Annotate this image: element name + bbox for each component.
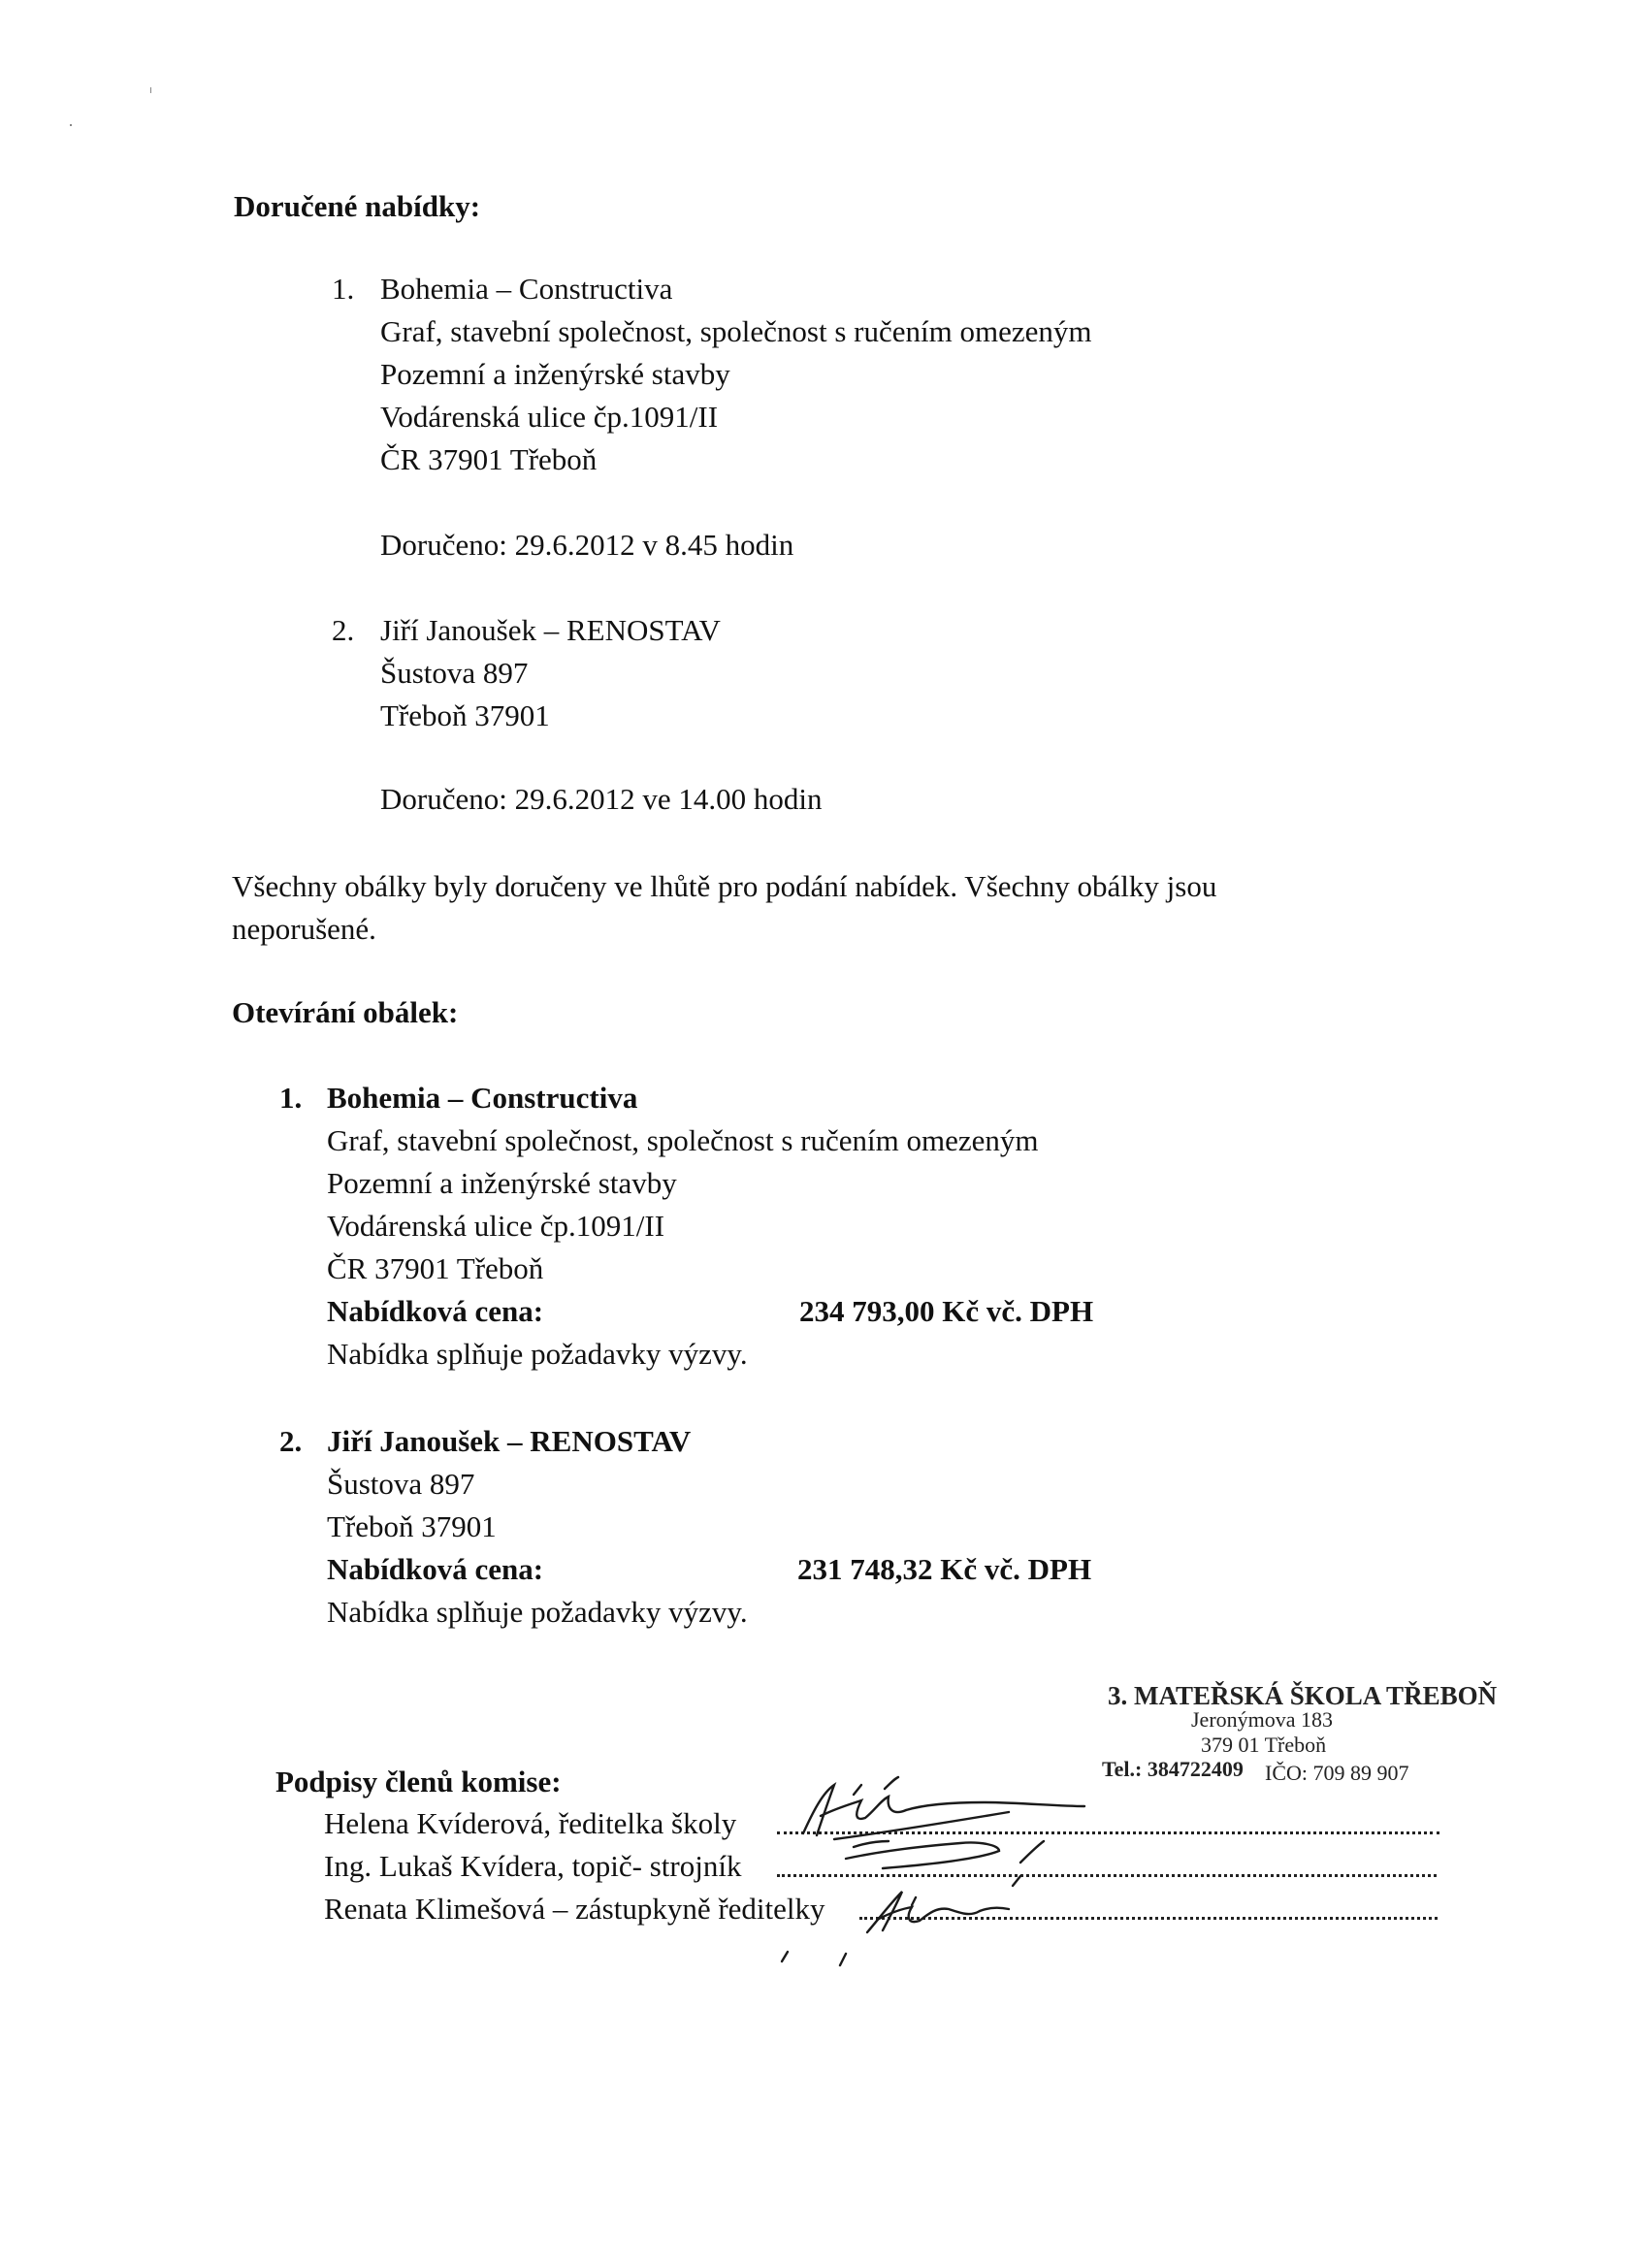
offer-line: Bohemia – Constructiva	[380, 272, 673, 306]
scan-speck	[150, 87, 151, 93]
offer-line: ČR 37901 Třeboň	[380, 442, 598, 476]
statement-line: neporušené.	[232, 912, 376, 946]
price-value: 234 793,00 Kč vč. DPH	[799, 1294, 1094, 1328]
offer-name: Bohemia – Constructiva	[327, 1081, 638, 1115]
offer-line: ČR 37901 Třeboň	[327, 1251, 544, 1285]
offer-line: Šustova 897	[327, 1467, 475, 1501]
signatures-heading: Podpisy členů komise:	[275, 1765, 562, 1798]
signature-dots	[777, 1830, 1439, 1834]
signature-line-3: Renata Klimešová – zástupkyně ředitelky	[324, 1892, 825, 1926]
offer-number: 2.	[332, 613, 355, 647]
opening-heading: Otevírání obálek:	[232, 995, 459, 1029]
offer-number: 1.	[279, 1081, 303, 1115]
signature-dots	[777, 1872, 1437, 1877]
offer-line: Vodárenská ulice čp.1091/II	[380, 400, 719, 434]
compliance-note: Nabídka splňuje požadavky výzvy.	[327, 1595, 748, 1629]
stamp-line2: Jeronýmova 183	[1191, 1707, 1334, 1732]
offer-line: Graf, stavební společnost, společnost s ručením omezeným	[380, 314, 1092, 348]
offer-line: Třeboň 37901	[380, 698, 550, 732]
statement-line: Všechny obálky byly doručeny ve lhůtě pro podání nabídek. Všechny obálky jsou	[232, 869, 1217, 903]
received-offer-1-delivered: Doručeno: 29.6.2012 v 8.45 hodin	[380, 528, 794, 562]
offer-number: 1.	[332, 272, 355, 306]
received-offer-2-delivered: Doručeno: 29.6.2012 ve 14.00 hodin	[380, 782, 823, 816]
price-label: Nabídková cena:	[327, 1294, 544, 1328]
offer-number: 2.	[279, 1424, 303, 1458]
offer-line: Graf, stavební společnost, společnost s ručením omezeným	[327, 1123, 1039, 1157]
signature-line-2: Ing. Lukaš Kvídera, topič- strojník	[324, 1849, 742, 1883]
offer-name: Jiří Janoušek – RENOSTAV	[327, 1424, 692, 1458]
signature-dots	[859, 1915, 1438, 1920]
price-label: Nabídková cena:	[327, 1552, 544, 1586]
offer-line: Třeboň 37901	[327, 1509, 497, 1543]
offer-line: Jiří Janoušek – RENOSTAV	[380, 613, 721, 647]
offer-line: Pozemní a inženýrské stavby	[327, 1166, 677, 1200]
offer-line: Vodárenská ulice čp.1091/II	[327, 1209, 665, 1243]
scan-speck	[70, 124, 72, 126]
stamp-line1: 3. MATEŘSKÁ ŠKOLA TŘEBOŇ	[1108, 1681, 1498, 1710]
compliance-note: Nabídka splňuje požadavky výzvy.	[327, 1337, 748, 1371]
received-heading: Doručené nabídky:	[234, 189, 481, 223]
offer-line: Šustova 897	[380, 656, 529, 690]
price-value: 231 748,32 Kč vč. DPH	[797, 1552, 1092, 1586]
offer-line: Pozemní a inženýrské stavby	[380, 357, 730, 391]
stamp-tel: Tel.: 384722409	[1102, 1757, 1244, 1781]
statement	[232, 865, 1216, 951]
signature-line-1: Helena Kvíderová, ředitelka školy	[324, 1806, 737, 1840]
stamp-ico: IČO: 709 89 907	[1265, 1761, 1409, 1785]
stamp-line3: 379 01 Třeboň	[1201, 1733, 1327, 1757]
